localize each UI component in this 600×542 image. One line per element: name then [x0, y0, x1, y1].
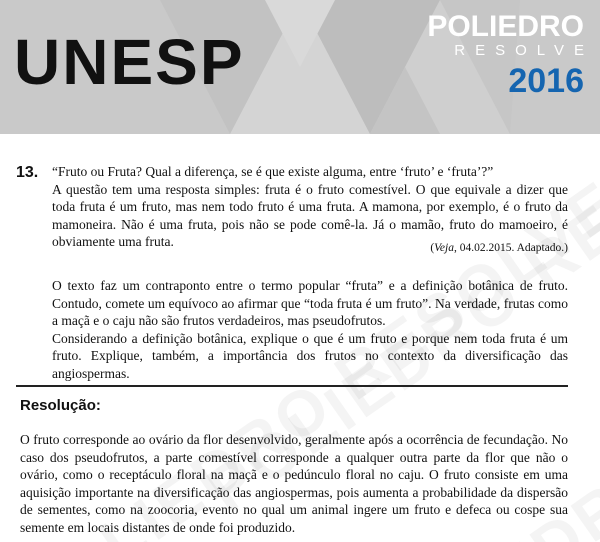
resolution-title: Resolução: [20, 397, 101, 414]
question-excerpt [52, 163, 568, 251]
exam-year: 2016 [508, 62, 584, 100]
section-divider [16, 385, 568, 387]
header-banner [0, 0, 600, 134]
citation-rest: , 04.02.2015. Adaptado.) [453, 242, 568, 254]
citation [430, 242, 568, 254]
resolution-answer [20, 431, 568, 537]
brand-logo [427, 10, 594, 100]
citation-source: Veja [434, 242, 454, 254]
brand-name: POLIEDRO [427, 10, 584, 43]
answer-text: O fruto corresponde ao ovário da flor desenvolvido, geralmente após a ocorrência de fecundação. No caso dos pseudofrutos, a parte comestível corresponde a qualquer outra parte da flor que não o ovário, como o receptáculo floral na maçã e o pedúnculo floral no caju. O fruto consiste em uma aquisição importante na diversificação das angiospermas, pois aumenta a probabilidade da dispersão de sementes, como na zoocoria, evento no qual um animal ingere um fruto e defeca ou cospe sua semente em locais distantes de onde foi produzido. [20, 432, 568, 535]
question-lead: “Fruto ou Fruta? Qual a diferença, se é que existe alguma, entre ‘fruto’ e ‘fruta’?” [52, 164, 494, 179]
question-prompt: Considerando a definição botânica, explique o que é um fruto e porque nem toda fruta é um fruto. Explique, também, a importância dos frutos no contexto da diversificação das angiospermas. [52, 330, 568, 381]
exam-title: UNESP [14, 26, 245, 98]
brand-subtitle: RESOLVE [454, 42, 594, 59]
question-paragraph: A questão tem uma resposta simples: fruta é o fruto comestível. O que equivale a dizer que toda fruta é um fruto, mas nem todo fruto é uma fruta. A mamona, por exemplo, é o fruto da mamoneira. Não é uma fruta, pois não se pode comê-la. Já o mamão, fruto do mamoeiro, é obviamente uma fruta. [52, 181, 568, 250]
citation-open: ( [430, 242, 435, 254]
question-body [52, 277, 568, 383]
question-text-paragraph: O texto faz um contraponto entre o termo popular “fruta” e a definição botânica de fruto. Contudo, comete um equívoco ao afirmar que “toda fruta é um fruto”. Na verdade, frutas como a maçã e o caju não são frutos verdadeiros, mas pseudofrutos. [52, 278, 568, 329]
question-number: 13. [16, 164, 39, 181]
